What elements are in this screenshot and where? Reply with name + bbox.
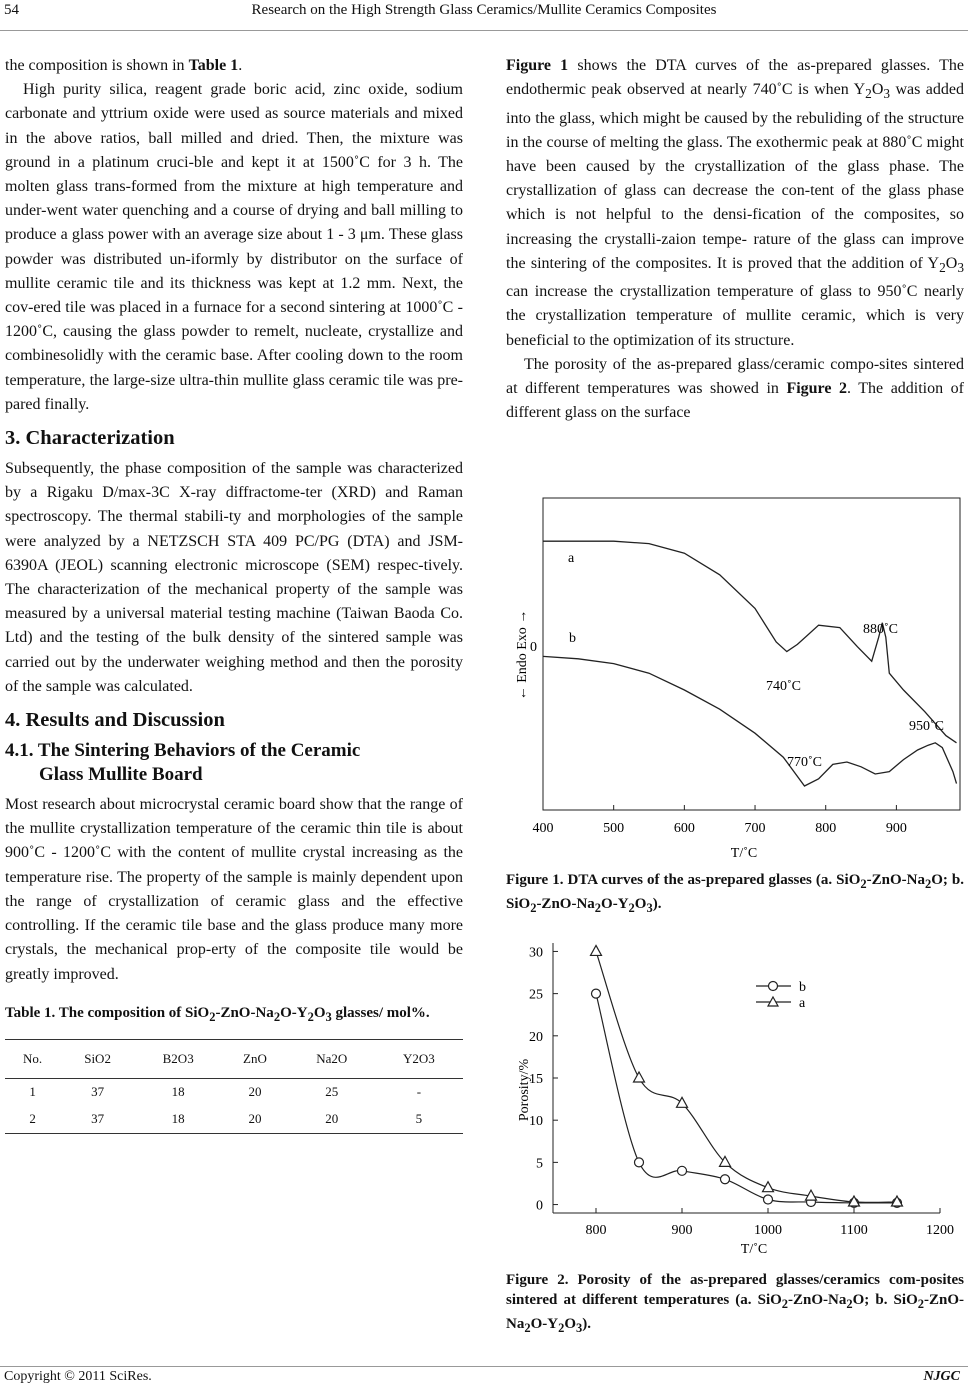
copyright-notice: Copyright © 2011 SciRes. <box>4 1369 152 1384</box>
paragraph-dta: Figure 1 shows the DTA curves of the as-prepared glasses. The endothermic peak observed at nearly 740˚C is when $Y_2O_3$ was added into the glass, which might be caused by the rebuliding of the structure in the course of melting the glass. The exothermic peak at 880˚C might have been caused by the crystallization of the glass phase. The crystallization of glass can decrease the con-tent of the glass phase which is not helpful to the densi-fication of the composites, so increasing the crystalli-zaion tempe- rature of the glass can improve the sintering of the composites. It is proved that the addition of $Y_2O_3$ can increase the crystallization temperature of glass to 950˚C nearly the crystallization temperature of mullite ceramic, which is very beneficial to the optimization of its structure. <box>506 57 965 349</box>
column-header: Na2O <box>289 1039 375 1078</box>
table-header-row <box>5 1039 463 1078</box>
page-footer <box>0 1366 968 1387</box>
table-cell: 20 <box>221 1106 288 1134</box>
table-row <box>5 1106 463 1134</box>
running-title: Research on the High Strength Glass Ceramics/Mullite Ceramics Composites <box>251 2 717 18</box>
column-header: ZnO <box>221 1039 288 1078</box>
series-line-a <box>543 541 957 743</box>
legend <box>756 980 806 1011</box>
column-header: B2O3 <box>135 1039 221 1078</box>
table-cell: 18 <box>135 1106 221 1134</box>
column-header: No. <box>5 1039 60 1078</box>
figure-reference[interactable]: Figure 1 <box>506 57 569 74</box>
x-axis-label: T/˚C <box>740 1242 768 1257</box>
y-tick-label: 20 <box>529 1029 543 1045</box>
table-cell: 5 <box>375 1106 463 1134</box>
zero-label: 0 <box>530 640 537 655</box>
section-heading-results: 4. Results and Discussion <box>5 709 225 732</box>
data-point-b <box>635 1158 644 1167</box>
table-cell: 20 <box>289 1106 375 1134</box>
x-tick-label: 900 <box>671 1223 693 1238</box>
x-tick-label: 1000 <box>754 1223 782 1238</box>
right-column <box>506 54 964 425</box>
table-cell: 20 <box>248 1084 262 1100</box>
table-cell: 1 <box>29 1084 36 1100</box>
page-number: 54 <box>4 2 19 18</box>
series-label-b: b <box>569 631 576 646</box>
x-tick-label: 1200 <box>926 1223 954 1238</box>
journal-abbreviation: NJGC <box>923 1369 960 1384</box>
table-cell: 37 <box>60 1106 135 1134</box>
column-header: Y2O3 <box>375 1039 463 1078</box>
composition-table <box>5 1039 463 1134</box>
legend-marker-b <box>769 982 778 991</box>
table-cell: 25 <box>325 1084 339 1100</box>
series-line-b <box>596 994 897 1203</box>
paragraph-porosity: The porosity of the as-prepared glass/ceramic compo-sites sintered at different temperatures was showed in Figure 2. The addition of different glass on the surface <box>506 355 964 422</box>
data-point-b <box>678 1166 687 1175</box>
data-point-a <box>634 1072 645 1082</box>
x-tick-label: 800 <box>585 1223 607 1238</box>
data-point-a <box>677 1097 688 1107</box>
section-heading-characterization: 3. Characterization <box>5 427 175 450</box>
data-point-b <box>592 989 601 998</box>
table-cell: 18 <box>171 1084 185 1100</box>
x-tick-label: 800 <box>815 821 837 836</box>
legend-label-b: b <box>799 980 806 995</box>
x-tick-label: 1100 <box>840 1223 868 1238</box>
series-label-a: a <box>568 551 575 566</box>
x-tick-label: 500 <box>603 821 625 836</box>
y-tick-label: 0 <box>536 1198 543 1214</box>
column-header: SiO2 <box>60 1039 135 1078</box>
legend-label-a: a <box>799 996 806 1011</box>
y-axis-label: ← Endo Exo → <box>515 609 530 701</box>
table-row <box>5 1078 463 1106</box>
paragraph-characterization: Subsequently, the phase composition of the sample was characterized by a Rigaku D/max-3C X-ray diffractome-ter (XRD) and Raman spectroscopy. The thermal stabili-ty and morphologies of the sample were analyzed by a NETZSCH STA 409 PC/PG (DTA) and JSM-6390A (JEOL) scanning electronic microscope (SEM) respec-tively. The characterization of the mechanical property of the sample was measured by a universal material testing machine (Taiwan Baoda Co. Ltd) and the testing of the bulk density of the sintered sample was carried out by the underwater weighing method and then the porosity of the sample was calculated. <box>5 460 463 695</box>
figure-2-caption: Figure 2. Porosity of the as-prepared glasses/ceramics com-posites sintered at different temperatures (a. $SiO_2-ZnO-Na_2O$; b. $SiO_2-ZnO-Na_2O-Y_2O_3$). <box>506 1272 965 1335</box>
x-tick-label: 600 <box>673 821 695 836</box>
figure-2-porosity-chart <box>506 935 964 1265</box>
paragraph: the composition is shown in Table 1. <box>5 57 243 74</box>
subsection-heading-sintering: 4.1. The Sintering Behaviors of the Ceramic Glass Mullite Board <box>5 740 361 786</box>
annotation-770: 770˚C <box>787 755 822 770</box>
table-caption: Table 1. The composition of $SiO_2-ZnO-Na_2O-Y_2O_3$ glasses/ mol%. <box>5 1004 430 1024</box>
data-point-b <box>764 1195 773 1204</box>
figure-1-dta-chart <box>506 492 964 864</box>
left-column <box>5 54 463 1134</box>
figure-reference[interactable]: Figure 2 <box>786 380 848 398</box>
data-point-a <box>591 945 602 955</box>
table-cell: 2 <box>5 1106 60 1134</box>
y-axis-label: Porosity/% <box>517 1058 532 1122</box>
y-tick-label: 10 <box>529 1114 543 1130</box>
x-tick-label: 700 <box>744 821 766 836</box>
y-tick-label: 5 <box>536 1156 543 1172</box>
plot-frame <box>543 498 960 810</box>
x-tick-label: 900 <box>885 821 907 836</box>
table-reference[interactable]: Table 1 <box>188 57 239 74</box>
x-tick-label: 400 <box>532 821 554 836</box>
annotation-740: 740˚C <box>766 679 801 694</box>
x-axis-label: T/˚C <box>730 846 758 861</box>
y-tick-label: 15 <box>529 1072 543 1087</box>
table-cell: - <box>416 1084 422 1100</box>
annotation-950: 950˚C <box>909 719 944 734</box>
paragraph-methods: High purity silica, reagent grade boric acid, zinc oxide, sodium carbonate and yttrium oxide were used as source materials and mixed in the above ratios, ball milled and dried. Then, the mixture was ground in a platinum cruci-ble and kept it at 1500˚C for 3 h. The molten glass trans-formed from the mixture at high temperature and under-went water quenching and a course of drying and ball milling to produce a glass power with an average size about 1 - 3 μm. These glass powder was distributed un-iformly by distributor on the surface of mullite ceramic tile and its thickness was kept at 1.2 mm. Next, the cov-ered tile was placed in a furnace for a second sintering at 1000˚C - 1200˚C, causing the glass powder to remelt, nucleate, crystallize and combinesolidly with the ceramic base. After cooling down to the room temperature, the large-size ultra-thin mullite glass ceramic tile was pre-pared finally. <box>5 81 463 413</box>
y-tick-label: 25 <box>529 987 543 1003</box>
y-tick-label: 30 <box>529 945 543 961</box>
figure-1-caption: Figure 1. DTA curves of the as-prepared glasses (a. $SiO_2-ZnO-Na_2O$; b. $SiO_2-ZnO-Na_2O-Y_2O_3$). <box>506 872 964 915</box>
paragraph-sintering: Most research about microcrystal ceramic board show that the range of the mullite crystallization temperature of the ceramic thin tile is about 900˚C - 1200˚C with the content of mullite crystal increasing as the temperature rise. The property of the sample is mainly dependent upon the range of crystallization of ceramic glass and the effective controlling. If the ceramic tile base and the glass produce many more crystals, the mechanical prop-erty of the composite tile would be greatly improved. <box>5 796 463 983</box>
series-line-b <box>543 656 957 786</box>
annotation-880: 880˚C <box>863 622 898 637</box>
page-header <box>0 0 968 31</box>
table-cell: 37 <box>91 1084 105 1100</box>
data-point-b <box>721 1175 730 1184</box>
